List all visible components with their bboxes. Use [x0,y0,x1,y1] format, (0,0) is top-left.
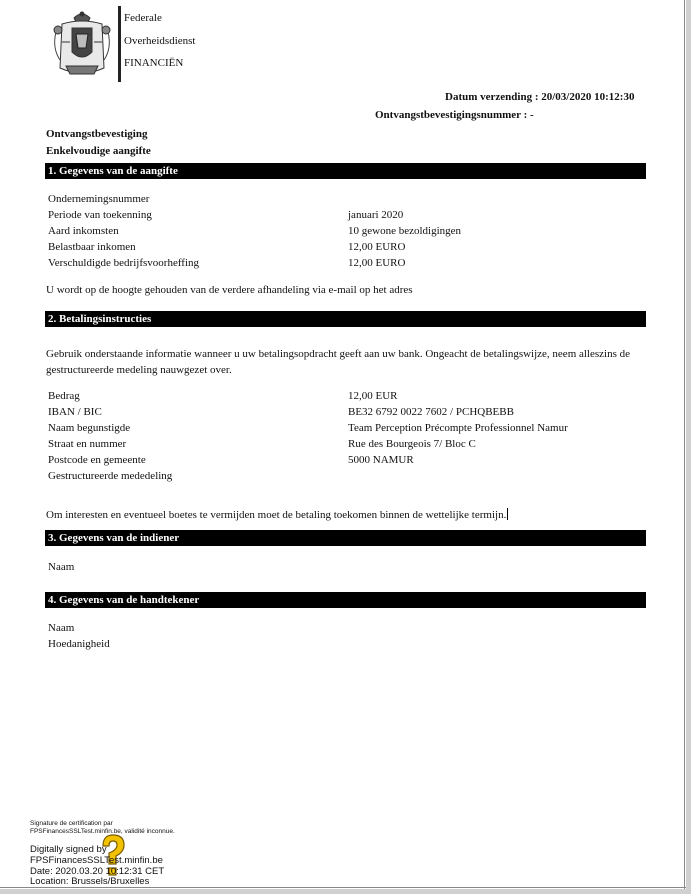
section-3-heading: 3. Gegevens van de indiener [45,530,646,546]
page-edge-bottom [0,887,686,888]
ministry-name-line1: Federale [124,12,162,24]
field-label: Ondernemingsnummer [48,193,150,205]
deadline-notice [46,508,508,521]
page-edge-right [684,0,685,889]
receipt-number [375,109,534,121]
field-label: Straat en nummer [48,438,127,450]
coat-of-arms-icon [48,8,116,80]
field-label: IBAN / BIC [48,406,102,418]
ministry-name-line3: FINANCIËN [124,57,184,69]
send-date-sep: : [534,91,539,103]
ministry-name-line2: Overheidsdienst [124,35,196,47]
field-value: 10 gewone bezoldigingen [348,225,462,237]
field-value: 12,00 EURO [348,257,406,269]
signer-name: FPSFinancesSSLTest.minfin.be [30,855,163,866]
field-label: Gestructureerde mededeling [48,470,173,482]
field-label: Periode van toekenning [48,209,152,221]
field-label: Postcode en gemeente [48,454,146,466]
receipt-number-label: Ontvangstbevestigingsnummer [375,109,521,121]
field-label: Naam begunstigde [48,422,131,434]
page-shadow-bottom [0,889,691,894]
field-value: januari 2020 [348,209,404,221]
field-label: Naam [48,561,75,573]
field-label: Hoedanigheid [48,638,110,650]
section-4-heading: 4. Gegevens van de handtekener [45,592,646,608]
field-value: 5000 NAMUR [348,454,414,466]
signature-date: Date: 2020.03.20 10:12:31 CET [30,866,165,877]
logo-divider [118,6,121,82]
field-value: Team Perception Précompte Professionnel Namur [348,422,568,434]
section-2-heading: 2. Betalingsinstructies [45,311,646,327]
certification-line2: FPSFinancesSSLTest.minfin.be, validité inconnue. [30,828,175,835]
receipt-number-value: - [530,109,534,121]
field-value: Rue des Bourgeois 7/ Bloc C [348,438,476,450]
send-date-value: 20/03/2020 10:12:30 [541,91,635,103]
document-title: Ontvangstbevestiging [46,128,148,140]
send-date [445,91,634,103]
email-notice: U wordt op de hoogte gehouden van de verdere afhandeling via e-mail op het adres [46,284,413,296]
receipt-number-sep: : [523,109,528,121]
signed-by-label: Digitally signed by [30,844,107,855]
deadline-notice-text: Om interesten en eventueel boetes te vermijden moet de betaling toekomen binnen de wettelijke termijn. [46,509,507,521]
document-subtitle: Enkelvoudige aangifte [46,145,151,157]
field-label: Bedrag [48,390,80,402]
field-value: 12,00 EURO [348,241,406,253]
page-shadow-right [686,0,691,894]
field-label: Naam [48,622,75,634]
send-date-label: Datum verzending [445,91,533,103]
signature-location: Location: Brussels/Bruxelles [30,876,150,887]
field-value: 12,00 EUR [348,390,398,402]
text-cursor [507,508,508,520]
section-1-heading: 1. Gegevens van de aangifte [45,163,646,179]
certification-line1: Signature de certification par [30,820,113,827]
field-label: Aard inkomsten [48,225,119,237]
field-value: BE32 6792 0022 7602 / PCHQBEBB [348,406,514,418]
field-label: Verschuldigde bedrijfsvoorheffing [48,257,200,269]
payment-intro: Gebruik onderstaande informatie wanneer u uw betalingsopdracht geeft aan uw bank. Ongeacht de betalingswijze, neem alleszins de gestructureerde medeling nauwgezet over. [46,348,631,376]
field-label: Belastbaar inkomen [48,241,136,253]
